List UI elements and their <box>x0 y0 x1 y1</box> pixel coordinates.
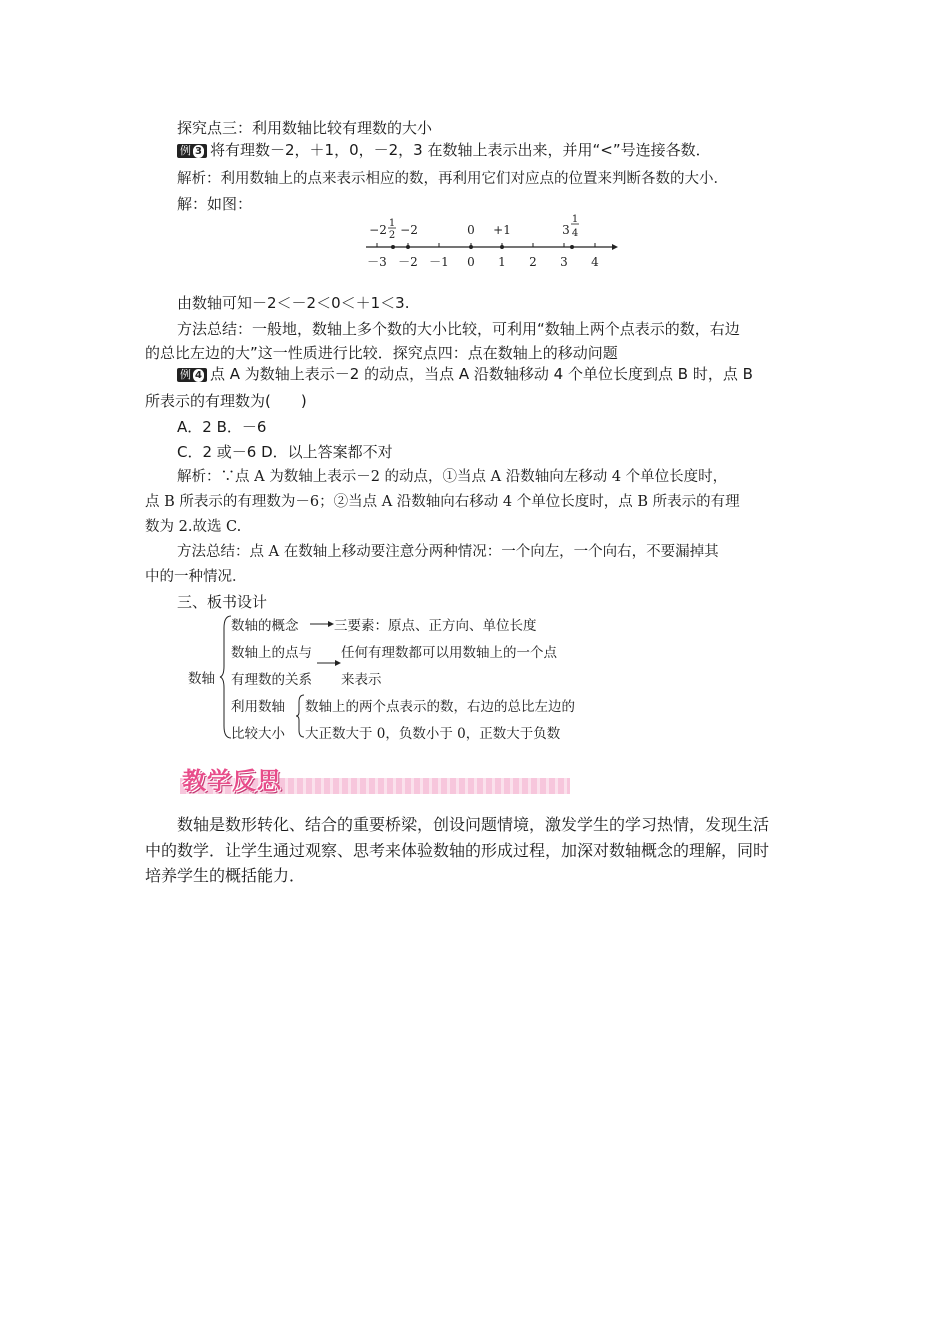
board-root: 数轴 <box>188 671 215 687</box>
reflection-line1: 数轴是数形转化、结合的重要桥梁，创设问题情境，激发学生的学习热情，发现生活 <box>177 815 770 834</box>
number-line-arrow <box>612 244 618 250</box>
board-row4-b: 数轴上的两个点表示的数，右边的总比左边的 <box>305 699 575 715</box>
arrow-icon <box>310 618 334 630</box>
example4-analysis-line3: 数为 2.故选 C. <box>145 519 242 535</box>
tick-label: 2 <box>529 255 537 269</box>
point-label: −2 <box>400 223 418 237</box>
section3-heading: 探究点三：利用数轴比较有理数的大小 <box>177 119 433 137</box>
tick-label: －1 <box>429 255 449 269</box>
board-heading: 三、板书设计 <box>177 593 268 611</box>
board-row4-a: 利用数轴 <box>231 699 285 715</box>
point-neg-2-half <box>391 245 395 249</box>
example4-options-2: C．2 或－6 D．以上答案都不对 <box>177 443 393 461</box>
section4-summary-line2: 中的一种情况． <box>145 569 247 585</box>
tick-label: 0 <box>467 255 475 269</box>
example4-options-1: A．2 B．－6 <box>177 418 267 436</box>
example3-line <box>177 139 711 161</box>
svg-text:2: 2 <box>388 230 396 241</box>
svg-text:4: 4 <box>571 228 579 239</box>
section3-summary-line1: 方法总结：一般地，数轴上多个数的大小比较，可利用“数轴上两个点表示的数，右边 <box>177 320 740 338</box>
tick-label: 4 <box>591 255 599 269</box>
board-row5-b: 大正数大于 0，负数小于 0，正数大于负数 <box>305 726 561 742</box>
board-row1-b: 三要素：原点、正方向、单位长度 <box>334 618 537 634</box>
board-row5-a: 比较大小 <box>231 726 285 742</box>
board-small-brace <box>295 694 305 738</box>
point-neg-2 <box>406 245 410 249</box>
point-label: +1 <box>493 223 511 237</box>
point-label: 0 <box>467 223 475 237</box>
board-row2-b: 任何有理数都可以用数轴上的一个点 <box>341 645 557 661</box>
board-row2-a: 数轴上的点与 <box>231 645 312 661</box>
example4-analysis-line2: 点 B 所表示的有理数为－6；②当点 A 沿数轴向右移动 4 个单位长度时，点 B 所表示的有理 <box>145 494 740 510</box>
tick-label: 1 <box>498 255 506 269</box>
arrow-icon <box>317 657 341 669</box>
point-zero <box>469 245 473 249</box>
example4-line2: 所表示的有理数为( ) <box>145 392 307 410</box>
board-design <box>185 612 625 742</box>
tick-label: －2 <box>398 255 418 269</box>
example4-analysis-line1: 解析：∵点 A 为数轴上表示－2 的动点，①当点 A 沿数轴向左移动 4 个单位长度时， <box>177 469 728 485</box>
example3-conclusion: 由数轴可知－2＜－2＜0＜＋1＜3. <box>177 294 410 312</box>
example3-text: 将有理数－2，＋1，0，－2，3 在数轴上表示出来，并用“<”号连接各数． <box>210 141 711 159</box>
point-label-neg-2-half-whole: −2 <box>369 223 387 237</box>
example4-line <box>177 363 753 385</box>
point-3-quarter <box>570 245 574 249</box>
svg-text:1: 1 <box>388 218 396 229</box>
board-row3-a: 有理数的关系 <box>231 672 312 688</box>
point-plus-1 <box>500 245 504 249</box>
svg-text:1: 1 <box>571 214 579 225</box>
section4-summary-line1: 方法总结：点 A 在数轴上移动要注意分两种情况：一个向左，一个向右，不要漏掉其 <box>177 544 719 560</box>
example3-badge: 例 3 <box>177 144 207 158</box>
board-row3-b: 来表示 <box>341 672 382 688</box>
example3-analysis: 解析：利用数轴上的点来表示相应的数，再利用它们对应点的位置来判断各数的大小． <box>177 171 728 187</box>
reflection-line2: 中的数学．让学生通过观察、思考来体验数轴的形成过程，加深对数轴概念的理解，同时 <box>145 841 770 860</box>
tick-label: －3 <box>367 255 387 269</box>
point-label-3-quarter-whole: 3 <box>562 223 570 237</box>
example4-badge: 例 4 <box>177 368 207 382</box>
board-row1-a: 数轴的概念 <box>231 618 299 634</box>
section3-summary-line2: 的总比左边的大”这一性质进行比较．探究点四：点在数轴上的移动问题 <box>145 344 618 362</box>
example4-text: 点 A 为数轴上表示－2 的动点，当点 A 沿数轴移动 4 个单位长度到点 B 时，点 B <box>210 365 753 383</box>
tick-label: 3 <box>560 255 568 269</box>
example3-solution: 解：如图： <box>177 195 253 213</box>
reflection-line3: 培养学生的概括能力． <box>145 866 306 885</box>
reflection-title: 教学反思 <box>182 767 282 795</box>
number-line-figure <box>360 210 630 272</box>
